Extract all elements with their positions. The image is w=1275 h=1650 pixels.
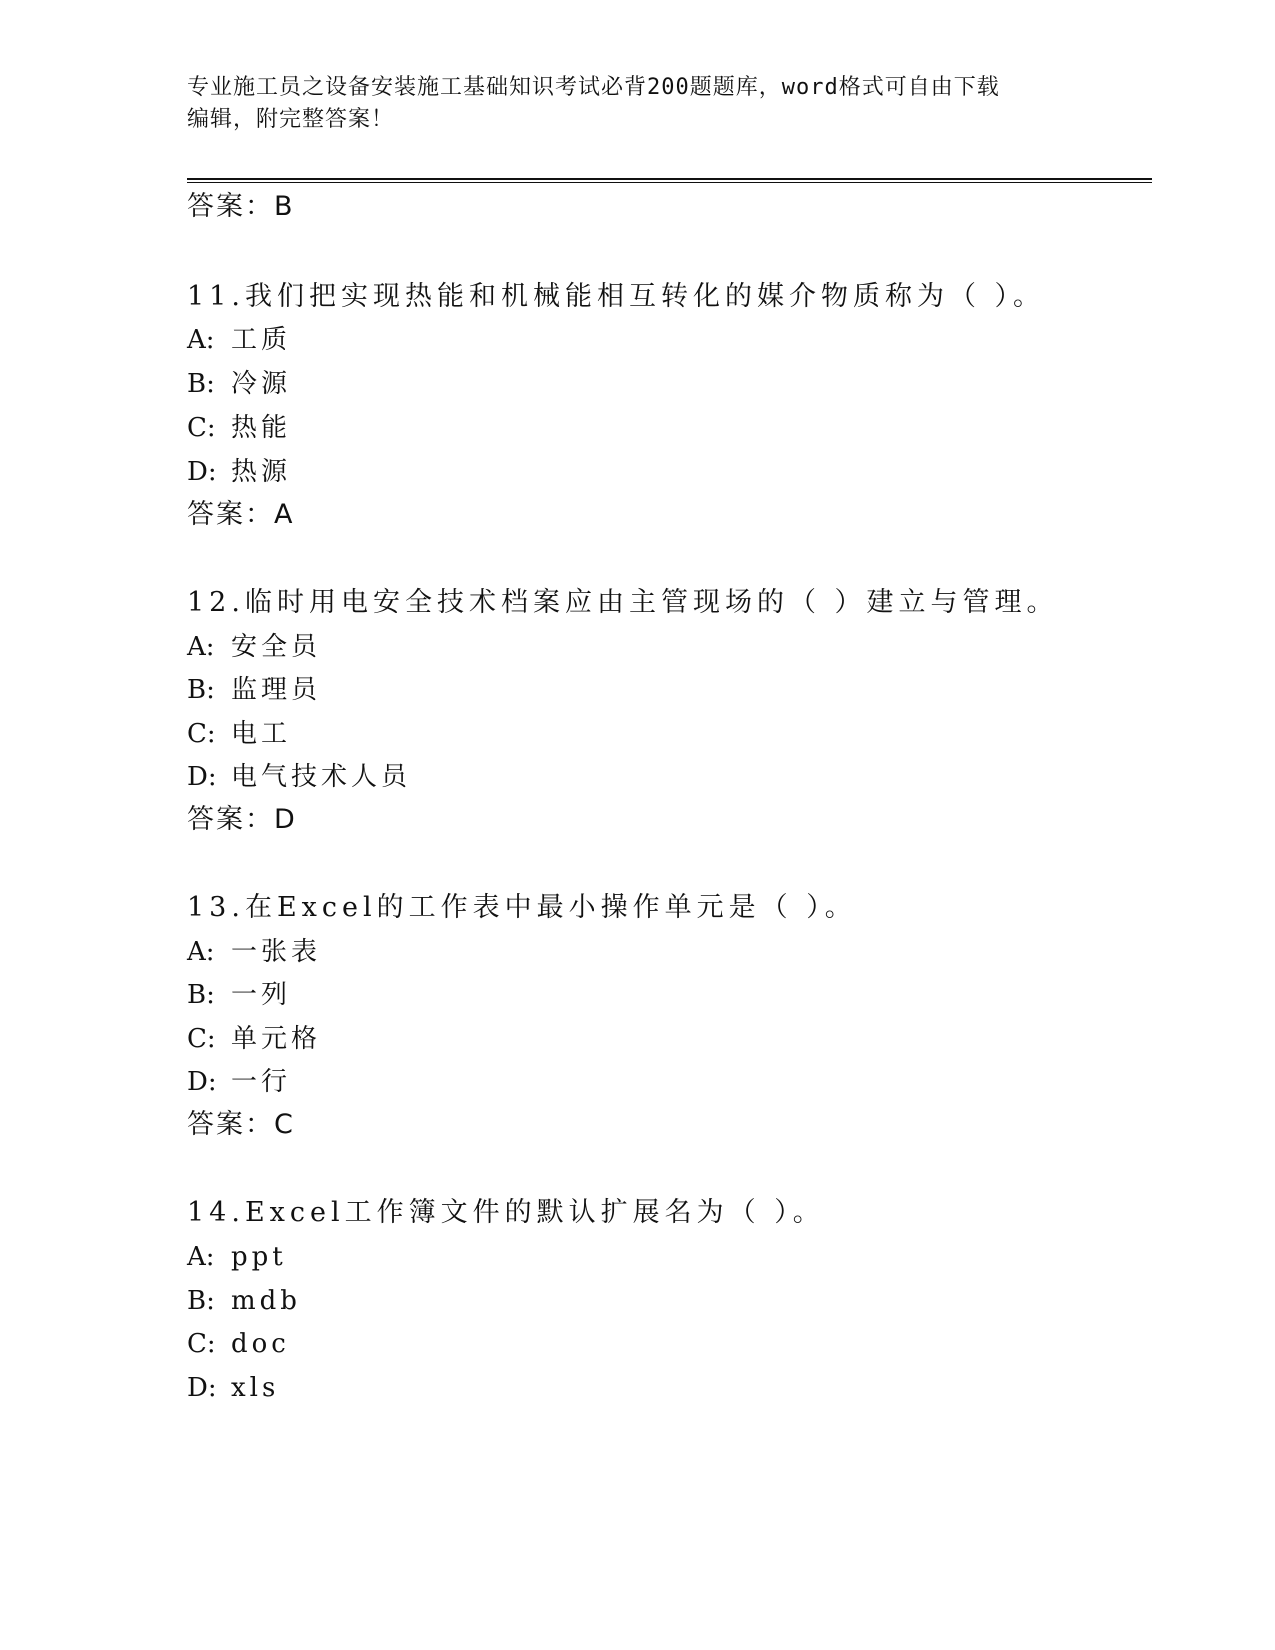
option-letter: A: [187,632,215,662]
option-11-a [187,323,291,357]
option-letter: D: [187,1373,217,1403]
answer-12 [187,803,297,837]
option-text: 热能 [231,413,292,443]
option-letter: B: [187,1286,215,1316]
option-11-b [187,367,291,401]
option-letter: C: [187,1024,216,1054]
option-11-d [187,455,291,489]
question-14: 14.Excel工作簿文件的默认扩展名为（ ）。 [187,1197,825,1228]
option-text: 安全员 [231,632,322,662]
question-13: 13.在Excel的工作表中最小操作单元是（ ）。 [187,892,857,923]
answer-value: D [274,804,297,835]
option-text: 单元格 [231,1024,322,1054]
option-14-d [187,1371,279,1405]
option-letter: D: [187,1067,217,1097]
option-text: 监理员 [231,675,322,705]
answer-label: 答案： [187,191,274,222]
question-12: 12.临时用电安全技术档案应由主管现场的（ ）建立与管理。 [187,587,1059,618]
option-14-c [187,1327,290,1361]
document-header [187,72,1077,136]
answer-11 [187,498,294,532]
option-14-b [187,1284,301,1318]
option-12-c [187,717,291,751]
option-text: ppt [231,1242,287,1272]
option-text: xls [231,1373,280,1403]
answer-value: A [274,499,295,530]
option-letter: C: [187,413,216,443]
answer-value: C [274,1109,295,1140]
option-12-d [187,760,411,794]
option-letter: A: [187,1242,215,1272]
option-text: doc [231,1329,290,1359]
option-13-b [187,978,291,1012]
answer-prev [187,190,295,224]
option-letter: C: [187,719,216,749]
option-14-a [187,1240,287,1274]
option-text: 一张表 [231,937,322,967]
answer-13 [187,1108,295,1142]
option-letter: D: [187,457,217,487]
option-letter: B: [187,980,215,1010]
option-text: 一行 [231,1067,292,1097]
option-text: 冷源 [231,369,292,399]
answer-label: 答案： [187,804,274,835]
option-13-a [187,935,321,969]
option-text: mdb [231,1286,301,1316]
option-11-c [187,411,291,445]
option-text: 工质 [231,325,292,355]
option-text: 电气技术人员 [231,762,412,792]
header-divider [187,178,1152,183]
option-12-a [187,630,321,664]
option-text: 电工 [231,719,292,749]
option-13-c [187,1022,321,1056]
option-letter: C: [187,1329,216,1359]
option-13-d [187,1065,291,1099]
option-12-b [187,673,321,707]
option-letter: B: [187,369,215,399]
answer-label: 答案： [187,499,274,530]
answer-label: 答案： [187,1109,274,1140]
option-text: 热源 [231,457,292,487]
option-letter: A: [187,937,215,967]
option-letter: A: [187,325,215,355]
question-11: 11.我们把实现热能和机械能相互转化的媒介物质称为（ ）。 [187,281,1046,312]
option-letter: B: [187,675,215,705]
header-line-1: 专业施工员之设备安装施工基础知识考试必背200题题库，word格式可自由下载 [187,75,1000,100]
answer-value: B [274,191,295,222]
option-letter: D: [187,762,217,792]
header-line-2: 编辑，附完整答案！ [187,107,395,132]
option-text: 一列 [231,980,292,1010]
